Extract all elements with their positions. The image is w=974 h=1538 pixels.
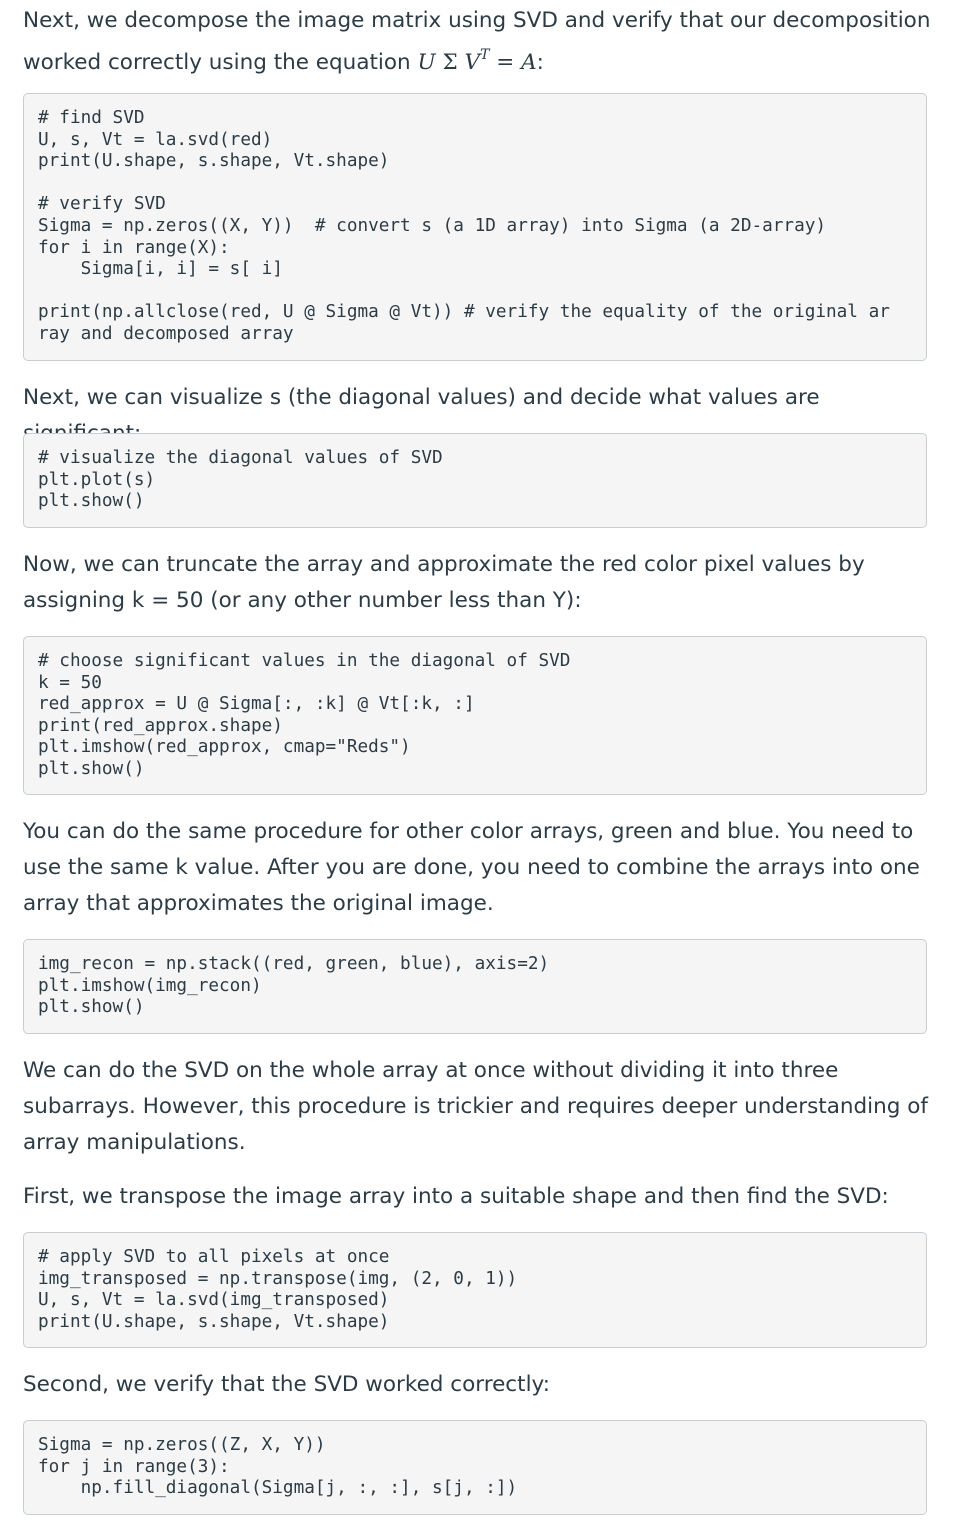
code-block-verify-all: [23, 1420, 927, 1515]
paragraph-whole-array: We can do the SVD on the whole array at once without dividing it into three subarrays. However, this procedure is trickier and requires deeper understanding of array manipulations.: [23, 1058, 928, 1155]
equation-equals: =: [496, 50, 515, 76]
paragraph-decompose: [23, 3, 938, 81]
code-block-truncate: [23, 636, 927, 795]
code-block-svd-verify: [23, 93, 927, 361]
code-verify-all: Sigma = np.zeros((Z, X, Y)) for j in range(3): np.fill_diagonal(Sigma[j, :, :], s[j, :]): [38, 1435, 518, 1499]
code-truncate: # choose significant values in the diagonal of SVD k = 50 red_approx = U @ Sigma[:, :k] @ Vt[:k, :] print(red_approx.shape) plt.imshow(red_approx, cmap="Reds") plt.show(): [38, 651, 571, 779]
paragraph-decompose-text: Next, we decompose the image matrix using SVD and verify that our decomposition worked correctly using the equation: [23, 8, 931, 76]
code-visualize: # visualize the diagonal values of SVD plt.plot(s) plt.show(): [38, 448, 443, 512]
equation-transpose-sup: T: [480, 47, 490, 63]
paragraph-visualize: Next, we can visualize s (the diagonal values) and decide what values are: [23, 385, 820, 410]
equation-u: U: [417, 50, 436, 76]
paragraph-verify: Second, we verify that the SVD worked correctly:: [23, 1372, 550, 1397]
paragraph-truncate: Now, we can truncate the array and approximate the red color pixel values by assigning k = 50 (or any other number less than Y):: [23, 552, 865, 613]
code-transpose: # apply SVD to all pixels at once img_transposed = np.transpose(img, (2, 0, 1)) U, s, Vt = la.svd(img_transposed) print(U.shape, s.shape, Vt.shape): [38, 1247, 518, 1332]
equation-a: A: [521, 50, 537, 76]
paragraph-transpose: First, we transpose the image array into a suitable shape and then find the SVD:: [23, 1184, 889, 1209]
equation-sigma: Σ: [442, 50, 458, 76]
code-block-transpose: [23, 1232, 927, 1348]
code-block-visualize: [23, 433, 927, 528]
svd-equation: [417, 47, 537, 76]
paragraph-other-colors: You can do the same procedure for other color arrays, green and blue. You need to use the same k value. After you are done, you need to combine the arrays into one array that approximates the original image.: [23, 819, 920, 916]
code-svd-verify: # find SVD U, s, Vt = la.svd(red) print(U.shape, s.shape, Vt.shape) # verify SVD Sigma = np.zeros((X, Y)) # convert s (a 1D array) into Sigma (a 2D-array) for i in range(X): Sigma[i, i] = s[ i] print(np.allclose(red, U @ Sigma @ Vt)) # verify the equality of the original ar ray and decomposed array: [38, 108, 890, 344]
code-block-combine: [23, 939, 927, 1034]
paragraph-decompose-colon: :: [536, 50, 544, 76]
equation-v: V: [464, 50, 481, 76]
code-combine: img_recon = np.stack((red, green, blue), axis=2) plt.imshow(img_recon) plt.show(): [38, 954, 550, 1018]
